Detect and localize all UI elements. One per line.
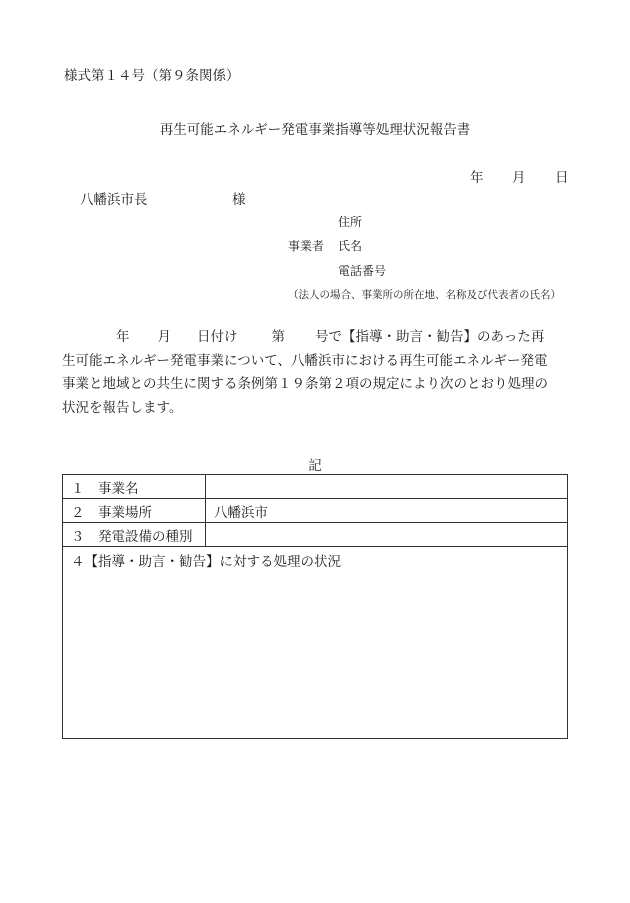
body-year: 年: [116, 329, 130, 345]
body-month: 月: [157, 329, 171, 345]
date-year-label: 年: [470, 170, 484, 186]
report-body: [62, 326, 570, 420]
body-dated: 日付け: [197, 329, 238, 345]
form-number: 様式第１４号（第９条関係）: [64, 68, 240, 84]
row-label-business-name: １ 事業名: [63, 475, 206, 499]
table-row: [63, 499, 568, 523]
row-label-facility-type: ３ 発電設備の種別: [63, 523, 206, 547]
address-label: 住所: [338, 215, 363, 229]
body-line-2: 生可能エネルギー発電事業について、八幡浜市における再生可能エネルギー発電: [62, 352, 548, 369]
body-line-1: [62, 326, 570, 350]
row-value-facility-type[interactable]: [206, 523, 568, 547]
date-month-label: 月: [512, 170, 526, 186]
corporate-note: （法人の場合、事業所の所在地、名称及び代表者の氏名）: [288, 289, 561, 301]
status-cell[interactable]: [63, 547, 568, 739]
table-row: [63, 475, 568, 499]
document-title: 再生可能エネルギー発電事業指導等処理状況報告書: [159, 122, 471, 138]
row-value-business-name[interactable]: [206, 475, 568, 499]
name-label: 氏名: [338, 239, 363, 253]
body-line-4: 状況を報告します。: [62, 399, 183, 416]
addressee-name: 八幡浜市長: [80, 192, 148, 208]
ki-heading: 記: [308, 458, 322, 474]
table-row: [63, 523, 568, 547]
reporter-role-label: 事業者: [288, 239, 325, 253]
addressee-honorific: 様: [232, 192, 246, 208]
status-label: ４【指導・助言・勧告】に対する処理の状況: [71, 554, 341, 570]
row-value-business-location[interactable]: 八幡浜市: [206, 499, 568, 523]
date-day-label: 日: [555, 170, 569, 186]
body-no-prefix: 第: [271, 329, 285, 345]
body-line-3: 事業と地域との共生に関する条例第１９条第２項の規定により次のとおり処理の: [62, 376, 548, 392]
table-row: [63, 547, 568, 739]
phone-label: 電話番号: [338, 264, 387, 278]
row-label-business-location: ２ 事業場所: [63, 499, 206, 523]
items-table: [62, 474, 568, 739]
body-line-1-rest: 号で【指導・助言・勧告】のあった再: [315, 329, 545, 345]
